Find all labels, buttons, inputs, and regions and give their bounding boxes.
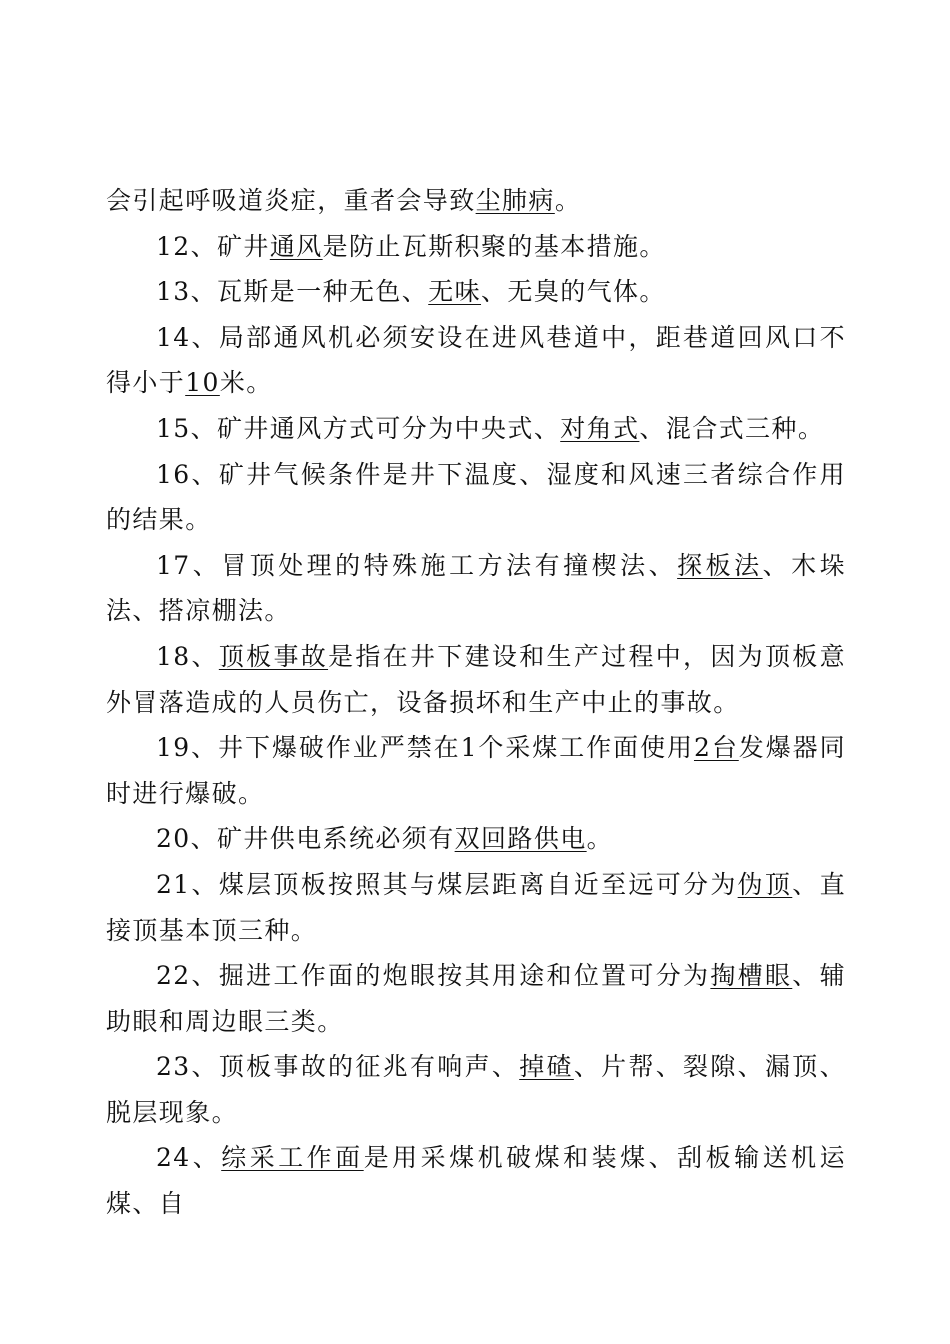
document-body xyxy=(106,178,846,1227)
text-run: 20、矿井供电系统必须有 xyxy=(156,824,455,854)
paragraph-1 xyxy=(106,178,846,224)
text-run: 、无臭的气体。 xyxy=(481,277,666,307)
underlined-answer: 2台 xyxy=(693,733,739,763)
text-run: 。 xyxy=(554,186,582,215)
underlined-answer: 掏槽眼 xyxy=(710,961,793,991)
underlined-answer: 通风 xyxy=(269,231,323,261)
text-run: 22、掘进工作面的炮眼按其用途和位置可分为 xyxy=(156,961,711,991)
underlined-answer: 尘肺病 xyxy=(475,186,555,215)
text-run: 23、顶板事故的征兆有响声、 xyxy=(156,1052,520,1082)
paragraph-13 xyxy=(106,1044,846,1135)
paragraph-11 xyxy=(106,862,846,953)
document-page xyxy=(106,178,846,1227)
text-run: 发爆器同时进行爆破。 xyxy=(106,733,846,808)
paragraph-6 xyxy=(106,452,846,543)
text-run: 18、 xyxy=(156,641,219,671)
paragraph-12 xyxy=(106,953,846,1044)
text-run: 、直接顶基本顶三种。 xyxy=(106,869,846,945)
paragraph-7 xyxy=(106,543,846,634)
text-run: 是指在井下建设和生产过程中，因为顶板意外冒落造成的人员伤亡，设备损坏和生产中止的事故。 xyxy=(106,641,846,717)
text-run: 17、冒顶处理的特殊施工方法有撞楔法、 xyxy=(156,550,678,580)
text-run: 14、局部通风机必须安设在进风巷道中，距巷道回风口不得小于 xyxy=(106,322,846,398)
text-run: 、辅助眼和周边眼三类。 xyxy=(106,961,846,1036)
underlined-answer: 无味 xyxy=(428,277,482,307)
paragraph-3 xyxy=(106,269,846,315)
paragraph-9 xyxy=(106,725,846,816)
underlined-answer: 对角式 xyxy=(560,413,640,443)
text-run: 、片帮、裂隙、漏顶、脱层现象。 xyxy=(106,1052,846,1127)
paragraph-5 xyxy=(106,406,846,452)
underlined-answer: 10 xyxy=(185,368,220,398)
text-run: 13、瓦斯是一种无色、 xyxy=(156,277,429,307)
paragraph-4 xyxy=(106,315,846,406)
text-run: 19、井下爆破作业严禁在1个采煤工作面使用 xyxy=(156,733,694,763)
text-run: 是用采煤机破煤和装煤、刮板输送机运煤、自 xyxy=(106,1143,846,1219)
text-run: 。 xyxy=(586,824,614,854)
underlined-answer: 伪顶 xyxy=(737,869,793,899)
text-run: 12、矿井 xyxy=(156,231,270,261)
text-run: 是防止瓦斯积聚的基本措施。 xyxy=(322,231,666,261)
underlined-answer: 掉碴 xyxy=(519,1052,574,1082)
text-run: 16、矿井气候条件是井下温度、湿度和风速三者综合作用的结果。 xyxy=(106,459,846,535)
text-run: 会引起呼吸道炎症，重者会导致 xyxy=(106,186,476,215)
text-run: 24、 xyxy=(156,1143,222,1173)
paragraph-8 xyxy=(106,634,846,725)
paragraph-14 xyxy=(106,1135,846,1226)
underlined-answer: 双回路供电 xyxy=(454,824,587,854)
text-run: 、木垛法、搭凉棚法。 xyxy=(106,550,846,626)
text-run: 、混合式三种。 xyxy=(639,413,825,443)
text-run: 21、煤层顶板按照其与煤层距离自近至远可分为 xyxy=(156,869,738,899)
text-run: 米。 xyxy=(219,368,273,398)
paragraph-2 xyxy=(106,224,846,270)
underlined-answer: 综采工作面 xyxy=(221,1143,364,1173)
underlined-answer: 顶板事故 xyxy=(218,641,329,671)
text-run: 15、矿井通风方式可分为中央式、 xyxy=(156,413,561,443)
paragraph-10 xyxy=(106,816,846,862)
underlined-answer: 探板法 xyxy=(677,550,763,580)
